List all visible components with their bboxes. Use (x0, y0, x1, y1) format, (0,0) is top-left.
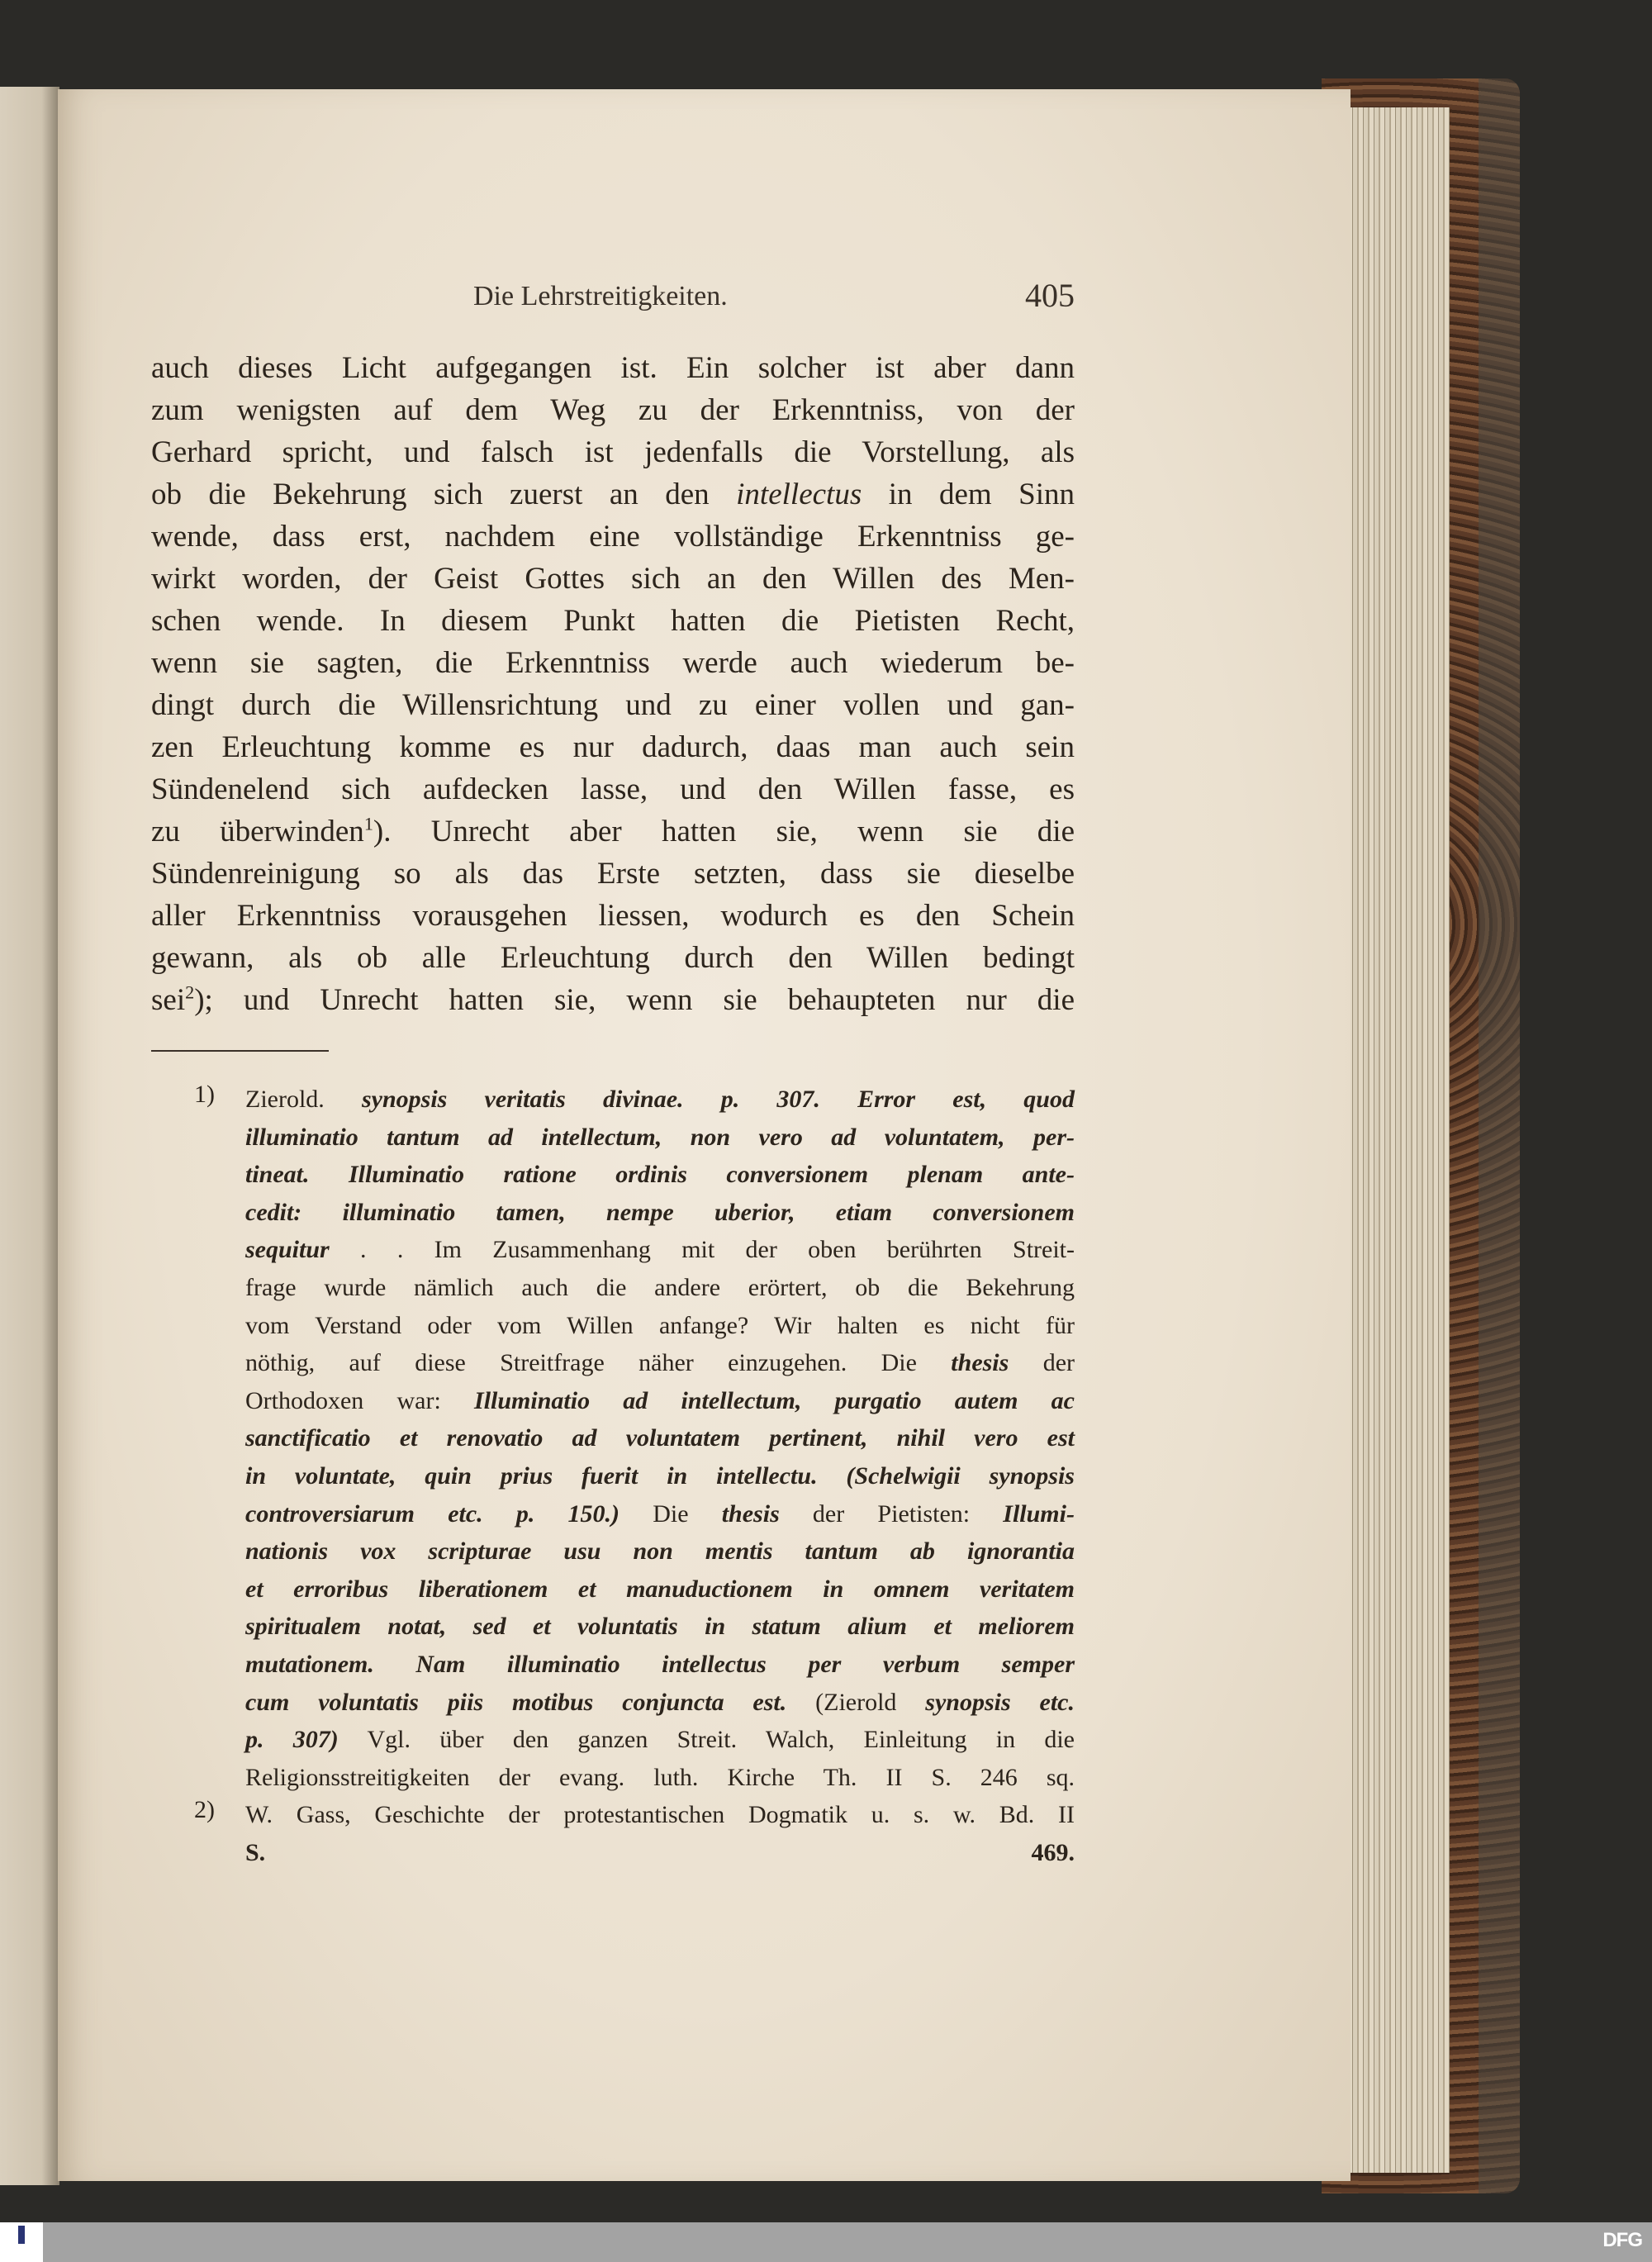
text-run: der Pietisten: (779, 1499, 1004, 1528)
body-line (151, 558, 1075, 600)
italic-text: sequitur (245, 1236, 330, 1264)
footnote-line (245, 1344, 1075, 1382)
footnote-line (245, 1495, 1075, 1533)
text-run: Sündenreinigung so als das Erste setzten, dass sie dieselbe (151, 857, 1075, 891)
text-run: schen wende. In diesem Punkt hatten die Pietisten Recht, (151, 604, 1075, 638)
italic-text: sanctificatio et renovatio ad voluntatem pertinent, nihil vero est (245, 1424, 1075, 1452)
italic-text: p. 307) (245, 1726, 339, 1754)
footnote-line (245, 1382, 1075, 1420)
text-run: ). Unrecht aber hatten sie, wenn sie die (373, 815, 1075, 848)
footnote-line (245, 1759, 1075, 1797)
footnote-line (245, 1419, 1075, 1457)
italic-text: Illumi- (1003, 1499, 1075, 1528)
text-run: auch dieses Licht aufgegangen ist. Ein solcher ist aber dann (151, 351, 1075, 385)
running-head-title: Die Lehrstreitigkeiten. (473, 281, 728, 311)
text-run: ob die Bekehrung sich zuerst an den (151, 478, 737, 511)
text-run: Die (620, 1499, 722, 1528)
text-run: zum wenigsten auf dem Weg zu der Erkenntniss, von der (151, 393, 1075, 427)
italic-text: thesis (951, 1349, 1009, 1377)
footnote-line (245, 1834, 1075, 1872)
text-run: Gerhard spricht, und falsch ist jedenfalls die Vorstellung, als (151, 435, 1075, 469)
body-line (151, 726, 1075, 768)
text-run: Vgl. über den ganzen Streit. Walch, Einleitung in die (338, 1726, 1075, 1754)
footnote-line (245, 1684, 1075, 1722)
body-line (151, 431, 1075, 473)
text-run: dingt durch die Willensrichtung und zu einer vollen und gan- (151, 688, 1075, 722)
footnote-line (245, 1646, 1075, 1684)
footnote-line (245, 1081, 1075, 1119)
footnote-reference: 1 (363, 813, 373, 834)
text-run: . . Im Zusammenhang mit der oben berührten Streit- (329, 1236, 1075, 1264)
italic-text: et erroribus liberationem et manuductionem in omnem veritatem (245, 1575, 1075, 1603)
text-run: aller Erkenntniss vorausgehen liessen, wodurch es den Schein (151, 899, 1075, 933)
body-line (151, 347, 1075, 389)
text-run: gewann, als ob alle Erleuchtung durch den Willen bedingt (151, 941, 1075, 975)
footnote-rule (151, 1050, 329, 1052)
italic-text: in voluntate, quin prius fuerit in intellectu. (Schelwigii synopsis (245, 1461, 1075, 1490)
footnote-line (245, 1231, 1075, 1269)
text-run: sei (151, 983, 186, 1017)
text-run: wende, dass erst, nachdem eine vollständige Erkenntniss ge- (151, 520, 1075, 554)
text-run: Zierold. (245, 1086, 362, 1113)
text-run: nöthig, auf diese Streitfrage näher einzugehen. Die (245, 1349, 952, 1377)
footnote-line (245, 1571, 1075, 1609)
dfg-logo[interactable]: DFG (1602, 2229, 1642, 2251)
viewer-bottom-bar (0, 2222, 1652, 2262)
text-run: wenn sie sagten, die Erkenntniss werde auch wiederum be- (151, 646, 1075, 680)
text-run: der (1009, 1349, 1075, 1377)
footnote-line (245, 1269, 1075, 1307)
body-line (151, 895, 1075, 937)
footnote (194, 1796, 1075, 1871)
italic-text: cedit: illuminatio tamen, nempe uberior, etiam conversionem (245, 1198, 1075, 1226)
italic-text: spiritualem notat, sed et voluntatis in statum alium et meliorem (245, 1613, 1075, 1641)
body-line (151, 642, 1075, 684)
footnote (194, 1081, 1075, 1796)
italic-text: tineat. Illuminatio ratione ordinis conversionem plenam ante- (245, 1161, 1075, 1189)
footnote-line (245, 1608, 1075, 1646)
page-number: 405 (1025, 277, 1075, 314)
footnote-marker: 2) (194, 1796, 215, 1824)
text-run: zu überwinden (151, 815, 364, 848)
footnote-line (245, 1457, 1075, 1495)
institution-logo[interactable] (0, 2222, 43, 2262)
body-text (151, 347, 1075, 1021)
text-run: Sündenelend sich aufdecken lasse, und den Willen fasse, es (151, 772, 1075, 806)
footnote-line (245, 1156, 1075, 1194)
footnote-line (245, 1307, 1075, 1345)
cover-spine-edge (1479, 78, 1520, 2193)
footnote-line (245, 1796, 1075, 1834)
body-line (151, 853, 1075, 895)
italic-text: synopsis veritatis divinae. p. 307. Error est, quod (361, 1086, 1075, 1113)
italic-text: thesis (721, 1499, 780, 1528)
body-line (151, 516, 1075, 558)
footnotes (194, 1081, 1075, 1871)
text-run: in dem Sinn (862, 478, 1075, 511)
italic-text: nationis vox scripturae usu non mentis tantum ab ignorantia (245, 1537, 1075, 1566)
body-line (151, 473, 1075, 516)
text-run: ); und Unrecht hatten sie, wenn sie behaupteten nur die (194, 983, 1075, 1017)
footnote-line (245, 1721, 1075, 1759)
body-line (151, 768, 1075, 810)
text-run: frage wurde nämlich auch die andere erörtert, ob die Bekehrung (245, 1273, 1075, 1301)
body-line (151, 937, 1075, 979)
italic-text: illuminatio tantum ad intellectum, non vero ad voluntatem, per- (245, 1123, 1075, 1151)
body-line (151, 684, 1075, 726)
running-head (151, 277, 1075, 322)
italic-text: controversiarum etc. p. 150.) (245, 1499, 620, 1528)
footnote-reference: 2 (185, 981, 195, 1003)
text-run: vom Verstand oder vom Willen anfange? Wir halten es nicht für (245, 1311, 1075, 1339)
body-line (151, 389, 1075, 431)
text-run: wirkt worden, der Geist Gottes sich an den Willen des Men- (151, 562, 1075, 596)
page-stack-edge (1342, 107, 1450, 2173)
body-line (151, 810, 1075, 853)
text-run: zen Erleuchtung komme es nur dadurch, daas man auch sein (151, 730, 1075, 764)
body-line (151, 600, 1075, 642)
text-run: Religionsstreitigkeiten der evang. luth. Kirche Th. II S. 246 sq. (245, 1763, 1075, 1791)
italic-text: intellectus (736, 478, 862, 511)
text-run: S. 469. (245, 1838, 1075, 1866)
footnote-line (245, 1533, 1075, 1571)
italic-text: mutationem. Nam illuminatio intellectus per verbum semper (245, 1650, 1075, 1678)
italic-text: synopsis etc. (925, 1688, 1075, 1716)
footnote-marker: 1) (194, 1081, 215, 1108)
text-run: Orthodoxen war: (245, 1386, 475, 1414)
text-run: (Zierold (786, 1688, 926, 1716)
italic-text: cum voluntatis piis motibus conjuncta est. (245, 1688, 787, 1716)
footnote-line (245, 1119, 1075, 1157)
italic-text: Illuminatio ad intellectum, purgatio autem ac (474, 1386, 1075, 1414)
facing-page-edge (0, 87, 59, 2185)
tower-icon (18, 2226, 25, 2244)
text-run: W. Gass, Geschichte der protestantischen Dogmatik u. s. w. Bd. II (245, 1801, 1075, 1829)
body-line (151, 979, 1075, 1021)
footnote-line (245, 1194, 1075, 1232)
